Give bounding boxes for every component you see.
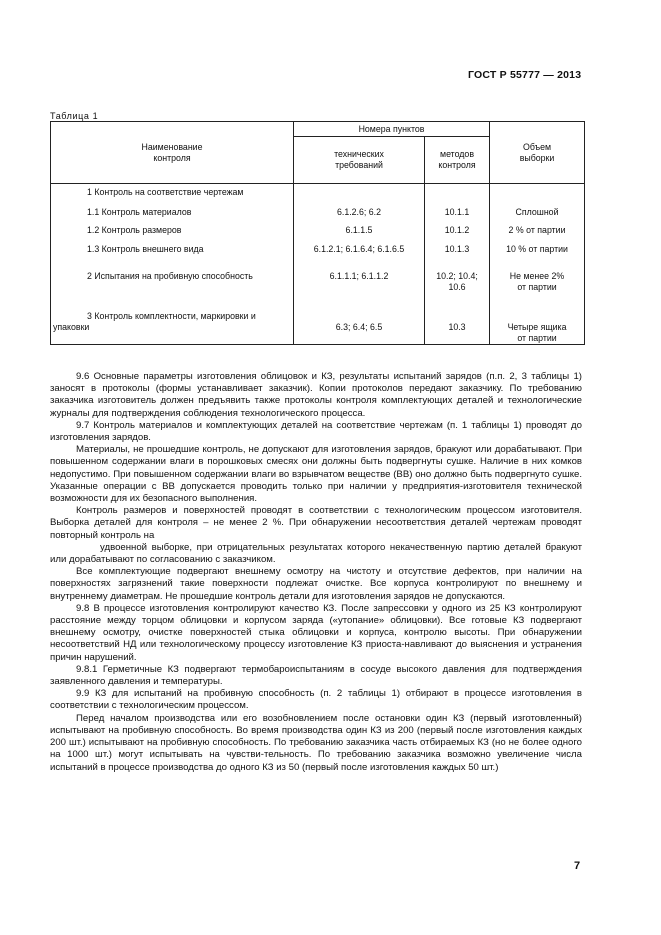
row-req: 6.1.1.1; 6.1.1.2 [294,269,425,307]
table-row [51,184,585,205]
table-row [51,242,585,269]
row-req: 6.1.2.1; 6.1.6.4; 6.1.6.5 [294,242,425,269]
row-req: 6.1.1.5 [294,222,425,242]
row-methods: 10.2; 10.4; 10.6 [425,269,490,307]
table-row [51,205,585,222]
row-methods: 10.1.1 [425,205,490,222]
paragraph: Перед началом производства или его возобновлением после остановки один КЗ (первый изготовленный) испытывают на пробивную способность. Во время производства один КЗ из 200 (первый после изготовления каждых 200 шт.) испытывают на пробивную способность. По требованию заказчика часть отбираемых КЗ (но не более одного на 1000 шт.) могут испытывать на чувстви-тельность. По требованию заказчика возможно увеличение числа испытаний в процессе производства до одного КЗ из 50 (первый после изготовления каждых 50 шт.) [50,712,582,773]
row-methods: 10.1.2 [425,222,490,242]
row-req: 6.1.2.6; 6.2 [294,205,425,222]
header-control-methods: методов контроля [425,137,490,184]
paragraph: 9.7 Контроль материалов и комплектующих деталей на соответствие чертежам (п. 1 таблицы 1) проводят до изготовления зарядов. [50,419,582,444]
paragraph: 9.6 Основные параметры изготовления облицовок и КЗ, результаты испытаний зарядов (п.п. 2, 3 таблицы 1) заносят в протоколы (формы устанавливает заказчик). Копии протоколов передают заказчику. По требованию заказчика изготовитель должен предъявить также протоколы контроля комплектующих деталей и технологические журналы для подтверждения соблюдения технологического процесса. [50,371,582,419]
body-text [50,371,582,774]
row-name: 1 Контроль на соответствие чертежам [51,184,294,205]
paragraph: 9.8.1 Герметичные КЗ подвергают термобароиспытаниям в сосуде высокого давления для подтверждения заявленного давления и температуры. [50,663,582,688]
row-name: 1.1 Контроль материалов [51,205,294,222]
row-volume [490,184,585,205]
row-methods: 10.3 [425,307,490,345]
table-row [51,307,585,345]
control-table [50,121,585,345]
row-volume: Не менее 2% от партии [490,269,585,307]
paragraph: Все комплектующие подвергают внешнему осмотру на чистоту и отсутствие дефектов, при наличии на поверхностях загрязнений такие поверхности подлежат очистке. Все корпуса контролируют по внешнему и внутреннему диаметрам. Не прошедшие контроль детали для изготовления зарядов не допускаются. [50,566,582,602]
paragraph: удвоенной выборке, при отрицательных результатах которого некачественную партию деталей бракуют или дорабатывают по согласованию с заказчиком. [50,541,582,566]
paragraph: Контроль размеров и поверхностей проводят в соответствии с технологическим процессом изготовителя. Выборка деталей для контроля – не менее 2 %. При обнаружении несоответствия деталей чертежам проводят повторный контроль на [50,505,582,541]
standard-header: ГОСТ Р 55777 — 2013 [468,69,582,81]
page-number: 7 [574,860,581,872]
header-clause-numbers: Номера пунктов [294,122,490,137]
header-technical-requirements: технических требований [294,137,425,184]
row-methods: 10.1.3 [425,242,490,269]
paragraph: 9.9 КЗ для испытаний на пробивную способность (п. 2 таблицы 1) отбирают в процессе изготовления в соответствии с технологическим процессом. [50,688,582,712]
row-volume: Сплошной [490,205,585,222]
row-name: 1.3 Контроль внешнего вида [51,242,294,269]
table-caption: Таблица 1 [50,111,99,121]
row-volume: 2 % от партии [490,222,585,242]
row-volume: 10 % от партии [490,242,585,269]
header-sample-volume: Объем выборки [490,122,585,184]
row-name: 3 Контроль комплектности, маркировки и упаковки [51,307,294,345]
table-row [51,269,585,307]
row-req: 6.3; 6.4; 6.5 [294,307,425,345]
row-methods [425,184,490,205]
row-name: 2 Испытания на пробивную способность [51,269,294,307]
paragraph: Материалы, не прошедшие контроль, не допускают для изготовления зарядов, бракуют или дорабатывают. При повышенном содержании влаги в порошковых смесях они должны быть подвергнуты сушке. Наличие в них комков недопустимо. При повышенном содержании влаги во взрывчатом веществе (ВВ) оно должно быть подвергнуто сушке. Указанные операции с ВВ допускается проводить только при наличии у предприятия-изготовителя технической возможности для их безопасного выполнения. [50,444,582,505]
header-control-name: Наименование контроля [51,122,294,184]
paragraph: 9.8 В процессе изготовления контролируют качество КЗ. После запрессовки у одного из 25 КЗ контролируют расстояние между торцом облицовки и корпусом заряда («утопание» облицовки). Все готовые КЗ подвергают внешнему осмотру, очистке поверхностей стыка облицовки и корпуса, контролю высоты. При обнаружении несоответствий НД или технологическому процессу изготовление КЗ приоста-навливают до выяснения и устранения причин нарушений. [50,602,582,663]
row-req [294,184,425,205]
table-row [51,222,585,242]
row-name: 1.2 Контроль размеров [51,222,294,242]
row-volume: Четыре ящика от партии [490,307,585,345]
